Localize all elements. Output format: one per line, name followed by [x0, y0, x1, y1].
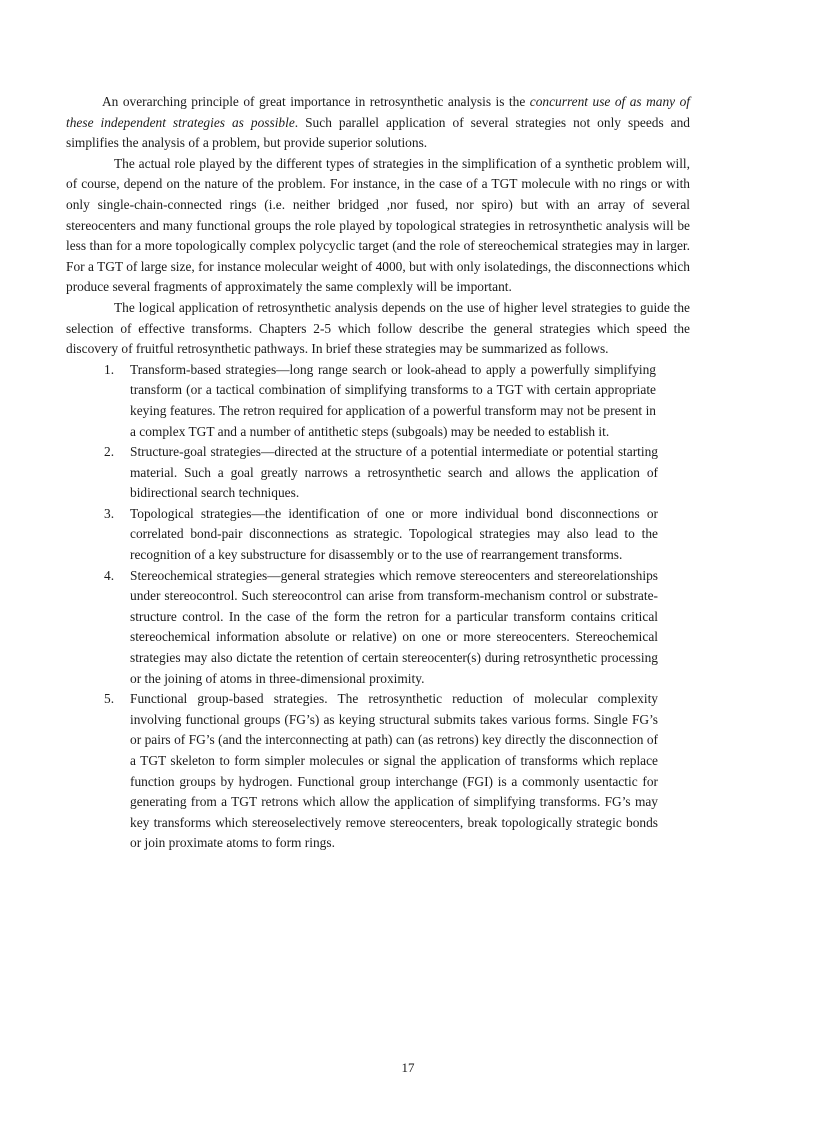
paragraph-role-of-strategies: The actual role played by the different types of strategies in the simplification of a synthetic problem will, of course, depend on the nature of the problem. For instance, in the case of a TGT molecule with no rings or with only single-chain-connected rings (i.e. neither bridged ,nor fused, nor spiro) but with an array of several stereocenters and many functional groups the role played by topological strategies in retrosynthetic analysis will be less than for a more topologically complex polycyclic target (and the role of stereochemical strategies may in larger. For a TGT of large size, for instance molecular weight of 4000, but with only isolatedings, the disconnections which produce several fragments of approximately the same complexly will be important. — [66, 155, 690, 295]
page-number: 17 — [401, 1060, 415, 1075]
list-item-number: 5. — [104, 691, 115, 707]
paragraph-1-end: . Such parallel application of several strategies not only speeds and simplifies the analysis of a problem, but provide superior solutions. — [66, 114, 690, 151]
list-item-number: 1. — [104, 361, 115, 377]
list-item-text: Stereochemical strategies—general strategies which remove stereocenters and stereorelationships under stereocontrol. Such stereocontrol can arise from transform-mechanism control or substrate-structure control. In the case of the form the retron for a particular transform contains critical stereochemical information absolute or relative) on one or more stereocenters. Stereochemical strategies may also dictate the retention of certain stereocenter(s) during retrosynthetic processing or the joining of atoms in three-dimensional proximity. — [130, 567, 658, 686]
list-item-text: Structure-goal strategies—directed at the structure of a potential intermediate or potential starting material. Such a goal greatly narrows a retrosynthetic search and allows the application of bidirectional search techniques. — [130, 444, 658, 501]
emphasis-concurrent-use: concurrent use of as many of these independent strategies as possible — [66, 94, 690, 130]
list-item — [104, 504, 658, 566]
paragraph-logical-application: The logical application of retrosynthetic analysis depends on the use of higher level strategies to guide the selection of effective transforms. Chapters 2-5 which follow describe the general strategies which speed the discovery of fruitful retrosynthetic pathways. In brief these strategies may be summarized as follows. — [66, 299, 690, 357]
list-item-number: 4. — [104, 567, 115, 583]
strategy-list — [66, 360, 690, 854]
list-item — [104, 360, 656, 442]
page-body — [66, 92, 690, 854]
list-item-text: Topological strategies—the identification of one or more individual bond disconnections or correlated bond-pair disconnections as strategic. Topological strategies may also lead to the recognition of a key substructure for disassembly or to the use of rearrangement transforms. — [130, 505, 658, 563]
paragraph-1-start: An overarching principle of great importance in retrosynthetic analysis is the — [102, 94, 530, 109]
paragraph-concurrent-strategies — [66, 92, 690, 154]
list-item-text: Transform-based strategies—long range search or look-ahead to apply a powerfully simplifying transform (or a tactical combination of simplifying transforms to a TGT with certain appropriate keying features. The retron required for application of a powerful transform may not be present in a complex TGT and a number of antithetic steps (subgoals) may be needed to establish it. — [130, 361, 656, 439]
list-item — [104, 689, 658, 854]
list-item-number: 3. — [104, 505, 115, 521]
list-item-number: 2. — [104, 444, 115, 460]
list-item — [104, 566, 658, 690]
list-item-text: Functional group-based strategies. The retrosynthetic reduction of molecular complexity involving functional groups (FG’s) as keying structural submits takes various forms. Single FG’s or pairs of FG’s (and the interconnecting at path) can (as retrons) key directly the disconnection of a TGT skeleton to form simpler molecules or signal the application of transforms which replace function groups by hydrogen. Functional group interchange (FGI) is a commonly usentactic for generating from a TGT retrons which allow the application of simplifying transforms. FG’s may key transforms which stereoselectively remove stereocenters, break topologically strategic bonds or join proximate atoms to form rings. — [130, 691, 658, 851]
list-item — [104, 442, 658, 504]
